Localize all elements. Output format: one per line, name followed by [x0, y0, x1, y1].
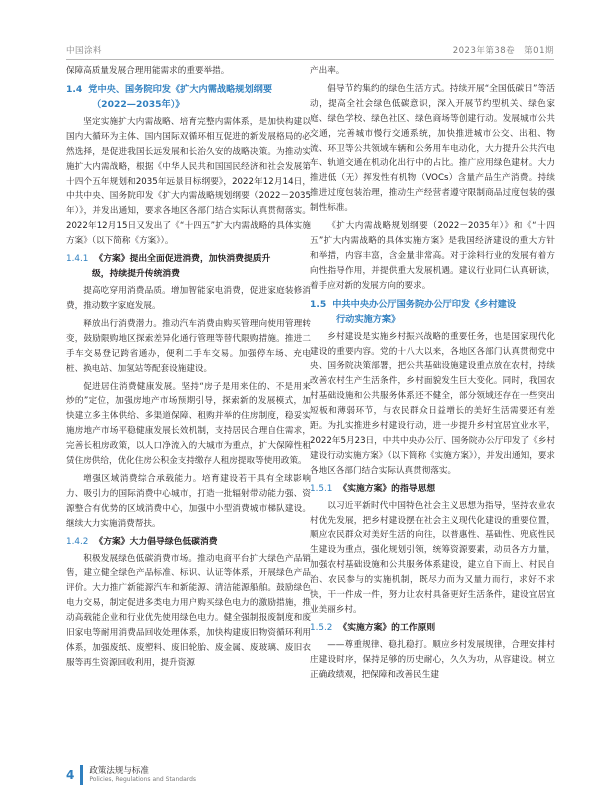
subsection-heading-1-5-1: [310, 482, 555, 497]
paragraph: 释放出行消费潜力。推动汽车消费由购买管理向使用管理转变，鼓励限购地区探索差异化通行管理等替代限购措施。推进二手车交易登记跨省通办，便利二手车交易。加强停车场、充电桩、换电站、加氢站等配套设施建设。: [66, 318, 311, 374]
paragraph: 倡导节约集约的绿色生活方式。持续开展“全国低碳日”等活动，提高全社会绿色低碳意识，深入开展节约型机关、绿色家庭、绿色学校、绿色社区、绿色商场等创建行动。发展城市公共交通，完善城市慢行交通系统，加快推进城市公交、出租、物流、环卫等公共领域车辆和公务用车电动化，大力提升公共汽电车、轨道交通在机动化出行中的占比。推广应用绿色建材。大力推进低（无）挥发性有机物（VOCs）含量产品生产消费。持续推进过度包装治理，推动生产经营者遵守限制商品过度包装的强制性标准。: [310, 83, 555, 214]
section-number: 1.4: [66, 83, 83, 95]
paragraph: 促进居住消费健康发展。坚持“房子是用来住的、不是用来炒的”定位，加强房地产市场预期引导，探索新的发展模式，加快建立多主体供给、多渠道保障、租购并举的住房制度，稳妥实施房地产市场平稳健康发展长效机制，支持居民合理自住需求，完善长租房政策，以人口净流入的大城市为重点，扩大保障性租赁住房供给，优化住房公积金支持缴存人租房提取等使用政策。: [66, 381, 311, 467]
subsection-heading-1-4-2: [66, 535, 311, 550]
left-column: [66, 64, 311, 674]
section-heading-1-4: [66, 82, 311, 112]
footer-section-cn: 政策法规与标准: [89, 766, 149, 776]
subsection-number: 1.4.2: [66, 536, 89, 547]
page-footer: [66, 764, 196, 786]
footer-accent-bar: [80, 765, 83, 785]
paragraph: 以习近平新时代中国特色社会主义思想为指导，坚持农业农村优先发展，把乡村建设摆在社会主义现代化建设的重要位置，顺应农民群众对美好生活的向往，以普惠性、基础性、兜底性民生建设为重点，强化规划引领，统筹资源要素，动员各方力量，加强农村基础设施和公共服务体系建设，建立自下而上、村民自治、农民参与的实施机制，既尽力而为又量力而行，求好不求快，干一件成一件，努力让农村具备更好生活条件，建设宜居宜业美丽乡村。: [310, 500, 555, 615]
subsection-title-cont: 级，持续提升传统消费: [92, 269, 180, 280]
paragraph: ——尊重规律、稳扎稳打。顺应乡村发展规律，合理安排村庄建设时序，保持足够的历史耐心，久久为功，从容建设。树立正确政绩观，把保障和改善民生建: [310, 639, 555, 680]
subsection-number: 1.4.1: [66, 254, 89, 265]
header-divider: [66, 59, 554, 60]
subsection-heading-1-4-1: [66, 252, 311, 282]
footer-section-en: Policies, Regulations and Standards: [89, 776, 197, 783]
right-column: [310, 64, 555, 686]
section-number: 1.5: [310, 298, 327, 310]
page-number: 4: [66, 768, 75, 782]
paragraph: 保障高质量发展合理用能需求的重要举措。: [66, 66, 230, 76]
paragraph: 《扩大内需战略规划纲要（2022－2035年）》和《“十四五”扩大内需战略的具体实施方案》是我国经济建设的重大方针和举措，内容丰富，含金量非常高。对于涂料行业的发展有着方向性指导作用，并提供重大发展机遇。建议行业同仁认真研读，着手应对新的发展方向的要求。: [310, 221, 555, 291]
paragraph: 乡村建设是实施乡村振兴战略的重要任务，也是国家现代化建设的重要内容。党的十八大以来，各地区各部门认真贯彻党中央、国务院决策部署，把公共基础设施建设重点放在农村，持续改善农村生产生活条件，乡村面貌发生巨大变化。同时，我国农村基础设施和公共服务体系还不健全，部分领域还存在一些突出短板和薄弱环节，与农民群众日益增长的美好生活需要还有差距。为扎实推进乡村建设行动，进一步提升乡村宜居宜业水平，2022年5月23日，中共中央办公厅、国务院办公厅印发了《乡村建设行动实施方案》（以下简称《实施方案》），并发出通知，要求各地区各部门结合实际认真贯彻落实。: [310, 331, 555, 476]
footer-section-label: [89, 766, 196, 784]
subsection-heading-1-5-2: [310, 621, 555, 636]
paragraph: 积极发展绿色低碳消费市场。推动电商平台扩大绿色产品销售，建立健全绿色产品标准、标识、认证等体系，开展绿色产品评价。大力推广新能源汽车和新能源、清洁能源船舶。鼓励绿色电力交易，制定促进多类电力用户购买绿色电力的激励措施，推动高载能企业和行业优先使用绿色电力。健全强制报废制度和废旧家电等耐用消费品回收处理体系，加快构建废旧物资循环利用体系，加强废纸、废塑料、废旧轮胎、废金属、废玻璃、废旧衣服等再生资源回收利用，提升资源: [66, 553, 311, 668]
subsection-title: 《实施方案》的指导思想: [338, 483, 436, 494]
section-title-cont: 行动实施方案》: [336, 313, 401, 325]
paragraph: 坚定实施扩大内需战略、培育完整内需体系，是加快构建以国内大循环为主体、国内国际双循环相互促进的新发展格局的必然选择，是促进我国长远发展和长治久安的战略决策。为推动实施扩大内需战略，根据《中华人民共和国国民经济和社会发展第十四个五年规划和2035年远景目标纲要》，2022年12月14日，中共中央、国务院印发《扩大内需战略规划纲要（2022－2035年）》，并发出通知，要求各地区各部门结合实际认真贯彻落实。2022年12月15日又发出了《“十四五”扩大内需战略的具体实施方案》（以下简称《方案》）。: [66, 116, 311, 247]
section-title: 党中央、国务院印发《扩大内需战略规划纲要: [88, 83, 273, 95]
subsection-title: 《实施方案》的工作原则: [338, 622, 436, 633]
section-heading-1-5: [310, 297, 555, 327]
paragraph: 产出率。: [310, 66, 345, 76]
issue-info: 2023年第38卷 第01期: [452, 46, 554, 56]
subsection-title: 《方案》提出全面促进消费，加快消费提质升: [94, 254, 271, 265]
subsection-title: 《方案》大力倡导绿色低碳消费: [94, 536, 218, 547]
subsection-number: 1.5.1: [310, 483, 333, 494]
running-header: [66, 38, 554, 56]
subsection-number: 1.5.2: [310, 622, 333, 633]
section-title: 中共中央办公厅国务院办公厅印发《乡村建设: [332, 298, 517, 310]
journal-name: 中国涂料: [66, 46, 103, 56]
paragraph: 增强区域消费综合承载能力。培育建设若干具有全球影响力、吸引力的国际消费中心城市，打造一批辐射带动能力强、资源整合有优势的区域消费中心，加强中小型消费城市梯队建设。继续大力实施消费帮扶。: [66, 473, 311, 529]
section-title-cont: （2022—2035年）》: [92, 98, 185, 110]
paragraph: 提高吃穿用消费品质。增加智能家电消费，促进家庭装修消费，推动数字家庭发展。: [66, 286, 311, 311]
